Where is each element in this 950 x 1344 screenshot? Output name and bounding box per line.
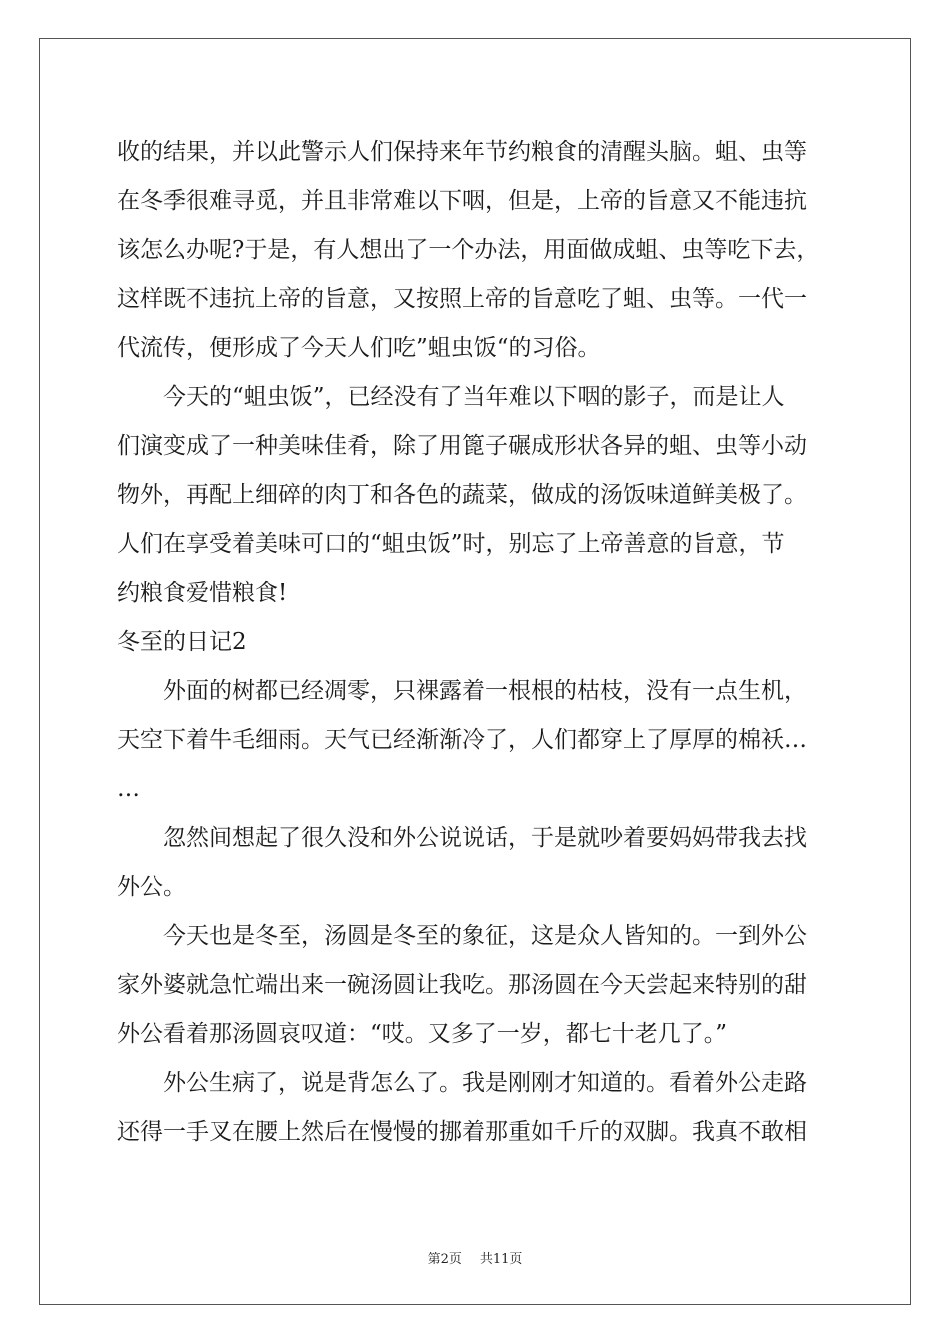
paragraph-start-line: 外面的树都已经凋零，只裸露着一根根的枯枝，没有一点生机， bbox=[163, 678, 807, 704]
page-number: 第2页 bbox=[427, 1252, 462, 1267]
text-line: 人们在享受着美味可口的“蛆虫饭”时，别忘了上帝善意的旨意，节 bbox=[117, 531, 785, 557]
page-total: 共11页 bbox=[479, 1252, 523, 1267]
document-body bbox=[117, 128, 837, 1157]
paragraph-start-line: 外公生病了，说是背怎么了。我是刚刚才知道的。看着外公走路 bbox=[163, 1070, 807, 1096]
text-line: 这样既不违抗上帝的旨意，又按照上帝的旨意吃了蛆、虫等。一代一 bbox=[117, 286, 807, 312]
text-line: 代流传，便形成了今天人们吃”蛆虫饭“的习俗。 bbox=[117, 335, 601, 361]
text-line: … bbox=[117, 776, 140, 802]
text-line: 们演变成了一种美味佳肴，除了用篦子碾成形状各异的蛆、虫等小动 bbox=[117, 433, 807, 459]
text-line: 还得一手叉在腰上然后在慢慢的挪着那重如千斤的双脚。我真不敢相 bbox=[117, 1119, 807, 1145]
section-heading: 冬至的日记2 bbox=[117, 629, 247, 655]
text-line: 外公看着那汤圆哀叹道：“哎。又多了一岁，都七十老几了。” bbox=[117, 1021, 728, 1047]
paragraph-start-line: 忽然间想起了很久没和外公说说话，于是就吵着要妈妈带我去找 bbox=[163, 825, 807, 851]
text-line: 物外，再配上细碎的肉丁和各色的蔬菜，做成的汤饭味道鲜美极了。 bbox=[117, 482, 807, 508]
text-line: 家外婆就急忙端出来一碗汤圆让我吃。那汤圆在今天尝起来特别的甜 bbox=[117, 972, 807, 998]
text-line: 外公。 bbox=[117, 874, 186, 900]
text-line: 收的结果，并以此警示人们保持来年节约粮食的清醒头脑。蛆、虫等 bbox=[117, 139, 807, 165]
text-line: 约粮食爱惜粮食! bbox=[117, 580, 288, 606]
text-line: 天空下着牛毛细雨。天气已经渐渐冷了，人们都穿上了厚厚的棉袄… bbox=[117, 727, 807, 753]
text-line: 在冬季很难寻觅，并且非常难以下咽，但是，上帝的旨意又不能违抗 bbox=[117, 188, 807, 214]
page-footer bbox=[0, 1248, 950, 1267]
paragraph-start-line: 今天也是冬至，汤圆是冬至的象征，这是众人皆知的。一到外公 bbox=[163, 923, 807, 949]
text-line: 该怎么办呢?于是，有人想出了一个办法，用面做成蛆、虫等吃下去， bbox=[117, 237, 820, 263]
paragraph-start-line: 今天的“蛆虫饭”，已经没有了当年难以下咽的影子，而是让人 bbox=[163, 384, 785, 410]
